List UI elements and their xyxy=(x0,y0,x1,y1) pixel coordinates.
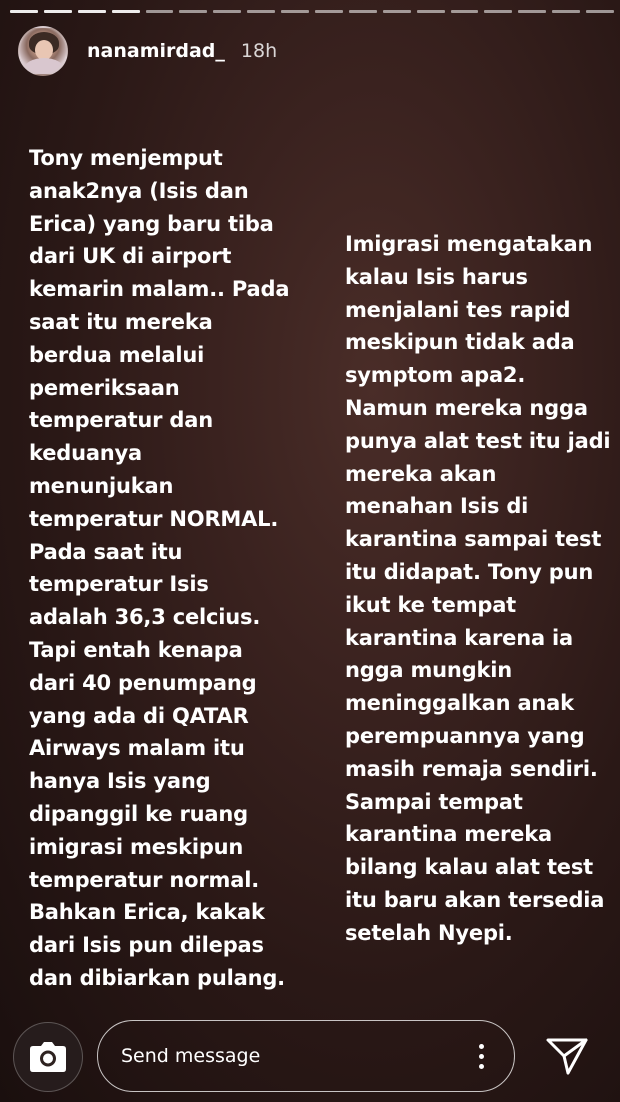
more-vertical-icon[interactable] xyxy=(466,1036,496,1076)
progress-segment xyxy=(552,10,580,13)
progress-segment xyxy=(112,10,140,13)
progress-segment xyxy=(44,10,72,13)
send-message-placeholder: Send message xyxy=(121,1045,261,1067)
camera-button[interactable] xyxy=(13,1022,83,1092)
story-progress-bar xyxy=(10,10,614,13)
story-footer xyxy=(0,1018,620,1094)
progress-segment xyxy=(213,10,241,13)
story-header xyxy=(18,26,277,76)
progress-segment xyxy=(247,10,275,13)
progress-segment xyxy=(315,10,343,13)
profile-avatar[interactable] xyxy=(18,26,68,76)
camera-icon xyxy=(30,1042,66,1072)
story-text-left: Tony menjemput anak2nya (Isis dan Erica) yang baru tiba dari UK di airport kemarin malam.. Pada saat itu mereka berdua melalui pemeriksaan temperatur dan keduanya menunjukan temperatur NORMAL. Pada saat itu temperatur Isis adalah 36,3 celcius. Tapi entah kenapa dari 40 penumpang yang ada di QATAR Airways malam itu hanya Isis yang dipanggil ke ruang imigrasi meskipun temperatur normal. Bahkan Erica, kakak dari Isis pun dilepas dan dibiarkan pulang. xyxy=(29,146,290,990)
progress-segment xyxy=(417,10,445,13)
username[interactable]: nanamirdad_ xyxy=(87,40,225,62)
send-icon[interactable] xyxy=(545,1036,589,1076)
progress-segment xyxy=(10,10,38,13)
progress-segment xyxy=(349,10,377,13)
progress-segment xyxy=(586,10,614,13)
progress-segment xyxy=(451,10,479,13)
progress-segment xyxy=(179,10,207,13)
progress-segment xyxy=(518,10,546,13)
progress-segment xyxy=(281,10,309,13)
progress-segment xyxy=(78,10,106,13)
progress-segment xyxy=(383,10,411,13)
progress-segment xyxy=(484,10,512,13)
story-text-right: Imigrasi mengatakan kalau Isis harus menjalani tes rapid meskipun tidak ada symptom apa2. Namun mereka ngga punya alat test itu jadi mereka akan menahan Isis di karantina sampai test itu didapat. Tony pun ikut ke tempat karantina karena ia ngga mungkin meninggalkan anak perempuannya yang masih remaja sendiri. Sampai tempat karantina mereka bilang kalau alat test itu baru akan tersedia setelah Nyepi. xyxy=(345,232,611,945)
send-message-input[interactable] xyxy=(97,1020,515,1092)
progress-segment xyxy=(146,10,174,13)
post-time: 18h xyxy=(240,40,278,62)
